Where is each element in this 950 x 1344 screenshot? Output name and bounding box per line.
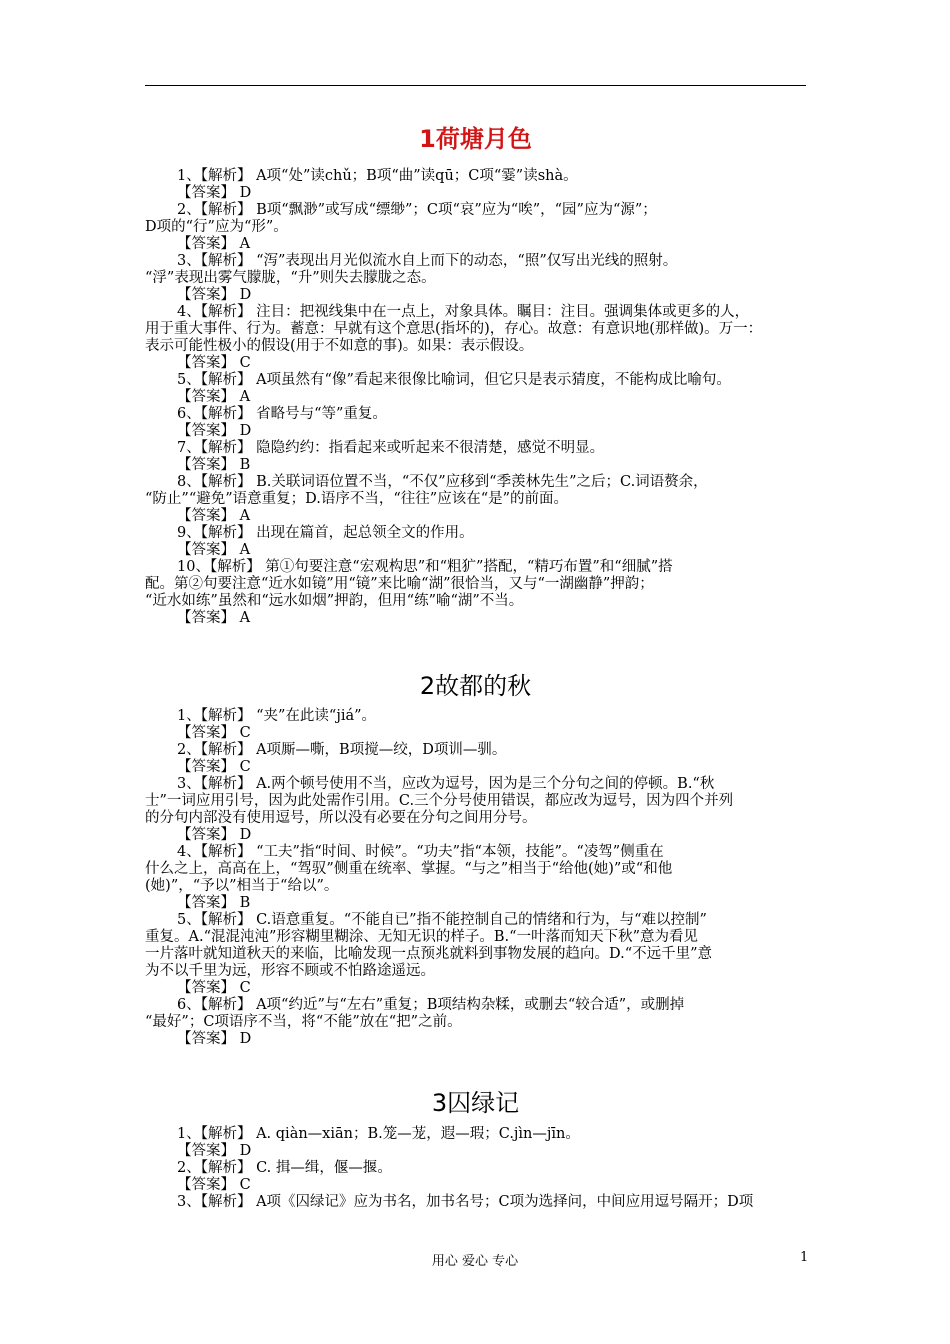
analysis-line: 1、【解析】 A项“处”读chǔ；B项“曲”读qū；C项“霎”读shà。 [177,168,578,184]
analysis-line: 2、【解析】 C. 揖—缉，偃—揠。 [177,1160,392,1176]
analysis-line: 3、【解析】 “泻”表现出月光似流水自上而下的动态，“照”仅写出光线的照射。 [177,253,678,269]
analysis-line: 配。第②句要注意“近水如镜”用“镜”来比喻“湖”很恰当，又与“一湖幽静”押韵； [145,576,654,592]
footer-text: 用心 爱心 专心 [431,1254,519,1269]
question-3-2 [145,1160,806,1177]
analysis-line: 一片落叶就知道秋天的来临，比喻发现一点预兆就料到事物发展的趋向。D.“不远千里”意 [145,946,713,962]
question-1-10 [145,559,806,610]
question-3-3 [145,1194,806,1211]
analysis-line: 用于重大事件、行为。蓄意：早就有这个意思(指坏的)，存心。故意：有意识地(那样做)。万一： [145,321,763,337]
question-1-9 [145,525,806,542]
analysis-line: 为不以千里为远，形容不顾或不怕路途遥远。 [145,963,435,979]
analysis-line: 2、【解析】 A项厮—嘶，B项搅—绞，D项训—驯。 [177,742,507,758]
answer-2-5: 【答案】 C [177,980,251,996]
answer-1-7: 【答案】 B [177,457,251,473]
question-1-8 [145,474,806,508]
analysis-line: 4、【解析】 “工夫”指“时间、时候”。“功夫”指“本领，技能”。“凌驾”侧重在 [177,844,664,860]
question-1-2 [145,202,806,236]
analysis-line: 3、【解析】 A.两个顿号使用不当，应改为逗号，因为是三个分句之间的停顿。B.“秋 [177,776,715,792]
answer-2-3: 【答案】 D [177,827,252,843]
analysis-line: 5、【解析】 A项虽然有“像”看起来很像比喻词，但它只是表示猜度，不能构成比喻句。 [177,372,731,388]
analysis-line: 6、【解析】 省略号与“等”重复。 [177,406,387,422]
analysis-line: (她)”，“予以”相当于“给以”。 [145,878,339,894]
analysis-line: 3、【解析】 A项《囚绿记》应为书名，加书名号；C项为选择问，中间应用逗号隔开；D项 [177,1194,754,1210]
question-2-1 [145,708,806,725]
question-3-1 [145,1126,806,1143]
question-2-4 [145,844,806,895]
answer-1-8: 【答案】 A [177,508,251,524]
analysis-line: 的分句内部没有使用逗号，所以没有必要在分句之间用分号。 [145,810,537,826]
answer-1-4: 【答案】 C [177,355,251,371]
section-title-3: 3囚绿记 [431,1089,520,1117]
analysis-line: “最好”；C项语序不当，将“不能”放在“把”之前。 [145,1014,462,1030]
question-1-5 [145,372,806,389]
analysis-line: 4、【解析】 注目：把视线集中在一点上，对象具体。瞩目：注目。强调集体或更多的人， [177,304,750,320]
analysis-line: 什么之上，高高在上，“驾驭”侧重在统率、掌握。“与之”相当于“给他(她)”或“和他 [145,861,673,877]
section-title-2: 2故都的秋 [419,672,532,700]
analysis-line: 5、【解析】 C.语意重复。“不能自已”指不能控制自己的情绪和行为，与“难以控制” [177,912,707,928]
analysis-line: “浮”表现出雾气朦胧，“升”则失去朦胧之态。 [145,270,436,286]
answer-2-1: 【答案】 C [177,725,251,741]
analysis-line: 7、【解析】 隐隐约约：指看起来或听起来不很清楚，感觉不明显。 [177,440,605,456]
header-rule [145,85,806,86]
answer-1-9: 【答案】 A [177,542,251,558]
section-title-1: 1荷塘月色 [419,125,532,153]
analysis-line: 8、【解析】 B.关联词语位置不当，“不仅”应移到“季羡林先生”之后；C.词语赘余， [177,474,708,490]
answer-1-1: 【答案】 D [177,185,252,201]
analysis-line: 6、【解析】 A项“约近”与“左右”重复；B项结构杂糅，或删去“较合适”，或删掉 [177,997,685,1013]
answer-1-2: 【答案】 A [177,236,251,252]
analysis-line: 表示可能性极小的假设(用于不如意的事)。如果：表示假设。 [145,338,534,354]
page-number: 1 [800,1250,809,1265]
question-1-3 [145,253,806,287]
question-2-6 [145,997,806,1031]
analysis-line: 1、【解析】 “夹”在此读“jiá”。 [177,708,377,724]
answer-1-3: 【答案】 D [177,287,252,303]
answer-2-4: 【答案】 B [177,895,251,911]
analysis-line: 10、【解析】 第①句要注意“宏观构思”和“粗犷”搭配，“精巧布置”和“细腻”搭 [177,559,673,575]
question-1-4 [145,304,806,355]
answer-1-6: 【答案】 D [177,423,252,439]
answer-2-2: 【答案】 C [177,759,251,775]
question-2-5 [145,912,806,980]
answer-1-10: 【答案】 A [177,610,251,626]
analysis-line: “防止”“避免”语意重复；D.语序不当，“往往”应该在“是”的前面。 [145,491,569,507]
answer-3-1: 【答案】 D [177,1143,252,1159]
analysis-line: 士”一词应用引号，因为此处需作引用。C.三个分号使用错误，都应改为逗号，因为四个并列 [145,793,734,809]
analysis-line: D项的“行”应为“形”。 [145,219,288,235]
analysis-line: 9、【解析】 出现在篇首，起总领全文的作用。 [177,525,474,541]
answer-1-5: 【答案】 A [177,389,251,405]
analysis-line: “近水如练”虽然和“远水如烟”押韵，但用“练”喻“湖”不当。 [145,593,524,609]
question-2-3 [145,776,806,827]
question-1-1 [145,168,806,185]
question-1-6 [145,406,806,423]
analysis-line: 重复。A.“混混沌沌”形容糊里糊涂、无知无识的样子。B.“一叶落而知天下秋”意为看见 [145,929,698,945]
analysis-line: 1、【解析】 A. qiàn—xiān；B.笼—茏，遐—瑕；C.jìn—jīn。 [177,1126,580,1142]
question-2-2 [145,742,806,759]
answer-3-2: 【答案】 C [177,1177,251,1193]
answer-2-6: 【答案】 D [177,1031,252,1047]
question-1-7 [145,440,806,457]
analysis-line: 2、【解析】 B项“飘渺”或写成“缥缈”；C项“哀”应为“唉”，“园”应为“源”； [177,202,657,218]
